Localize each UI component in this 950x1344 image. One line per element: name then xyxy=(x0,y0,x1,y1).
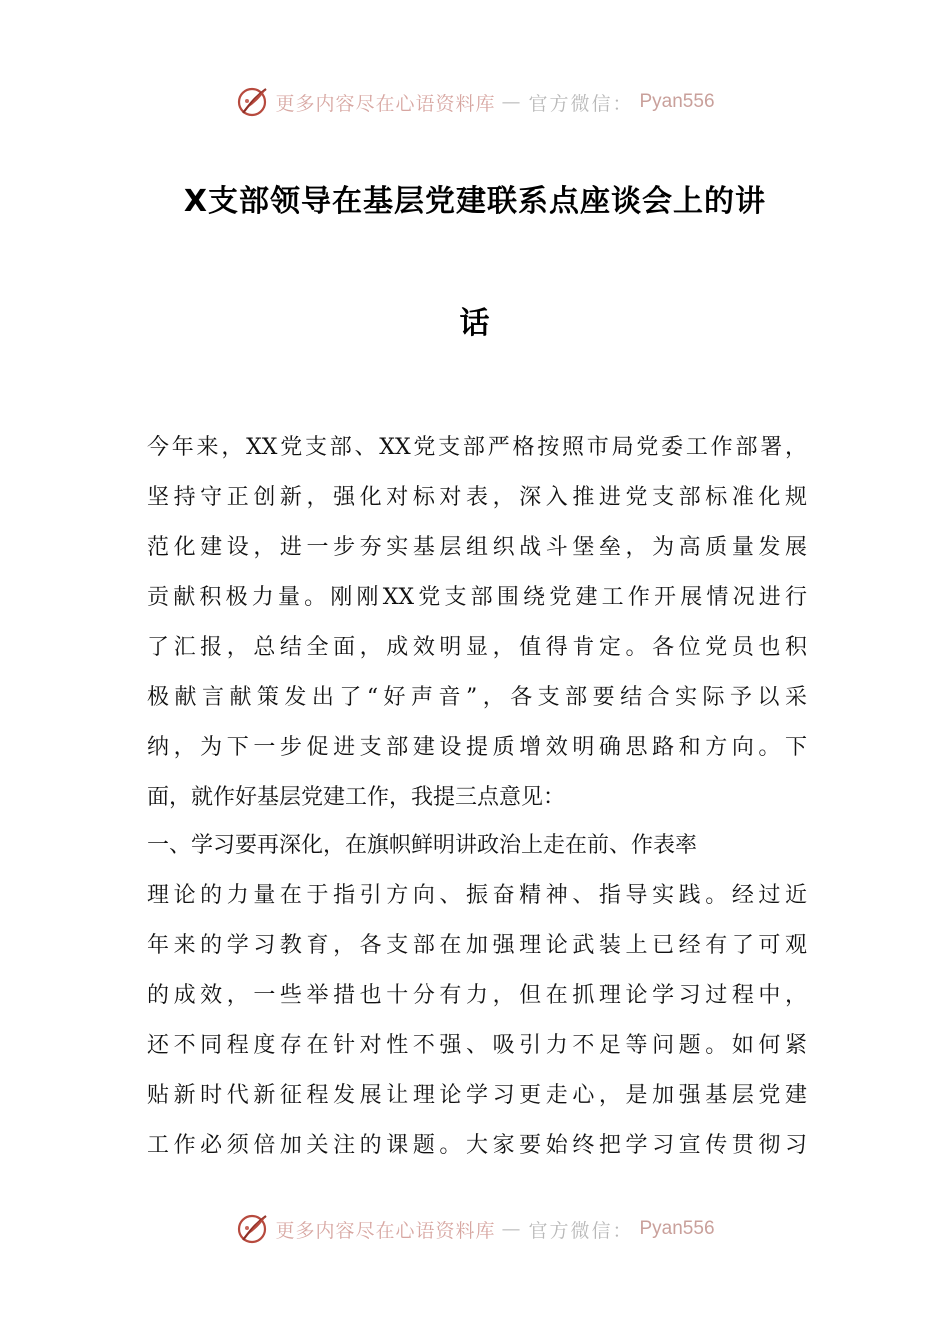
quill-logo-icon xyxy=(235,1212,269,1246)
document-title-line-2: 话 xyxy=(459,306,491,341)
body-line: 工作必须倍加关注的课题。大家要始终把学习宣传贯彻习 xyxy=(147,1133,807,1158)
section-heading: 一、学习要再深化，在旗帜鲜明讲政治上走在前、作表率 xyxy=(147,833,698,858)
body-line: 还不同程度存在针对性不强、吸引力不足等问题。如何紧 xyxy=(147,1033,807,1058)
watermark-official-label: 官方微信： xyxy=(528,1219,634,1242)
body-line: 范化建设，进一步夯实基层组织战斗堡垒，为高质量发展 xyxy=(147,535,807,560)
quill-logo-icon xyxy=(235,85,269,119)
body-line: 坚持守正创新，强化对标对表，深入推进党支部标准化规 xyxy=(147,485,807,510)
body-line: 纳，为下一步促进支部建设提质增效明确思路和方向。下 xyxy=(147,735,807,760)
body-line: 了汇报，总结全面，成效明显，值得肯定。各位党员也积 xyxy=(147,635,807,660)
watermark-wechat-id: Pyan556 xyxy=(639,1218,715,1239)
watermark-separator: — xyxy=(501,91,523,113)
footer-watermark xyxy=(0,1209,950,1249)
body-line: 年来的学习教育，各支部在加强理论武装上已经有了可观 xyxy=(147,933,807,958)
header-watermark xyxy=(0,82,950,122)
document-title-line-1: X支部领导在基层党建联系点座谈会上的讲 xyxy=(183,184,767,219)
body-line: 今年来，XX党支部、XX党支部严格按照市局党委工作部署， xyxy=(147,435,807,460)
body-line: 面，就作好基层党建工作，我提三点意见： xyxy=(147,785,566,810)
watermark-separator: — xyxy=(501,1218,523,1240)
body-line: 的成效，一些举措也十分有力，但在抓理论学习过程中， xyxy=(147,983,807,1008)
body-line: 理论的力量在于指引方向、振奋精神、指导实践。经过近 xyxy=(147,883,807,908)
body-line: 贴新时代新征程发展让理论学习更走心，是加强基层党建 xyxy=(147,1083,807,1108)
body-line: 贡献积极力量。刚刚XX党支部围绕党建工作开展情况进行 xyxy=(147,585,807,610)
watermark-text: 更多内容尽在心语资料库 xyxy=(275,92,496,115)
watermark-wechat-id: Pyan556 xyxy=(639,91,715,112)
watermark-official-label: 官方微信： xyxy=(528,92,634,115)
body-line: 极献言献策发出了“好声音”，各支部要结合实际予以采 xyxy=(147,685,807,710)
watermark-text: 更多内容尽在心语资料库 xyxy=(275,1219,496,1242)
